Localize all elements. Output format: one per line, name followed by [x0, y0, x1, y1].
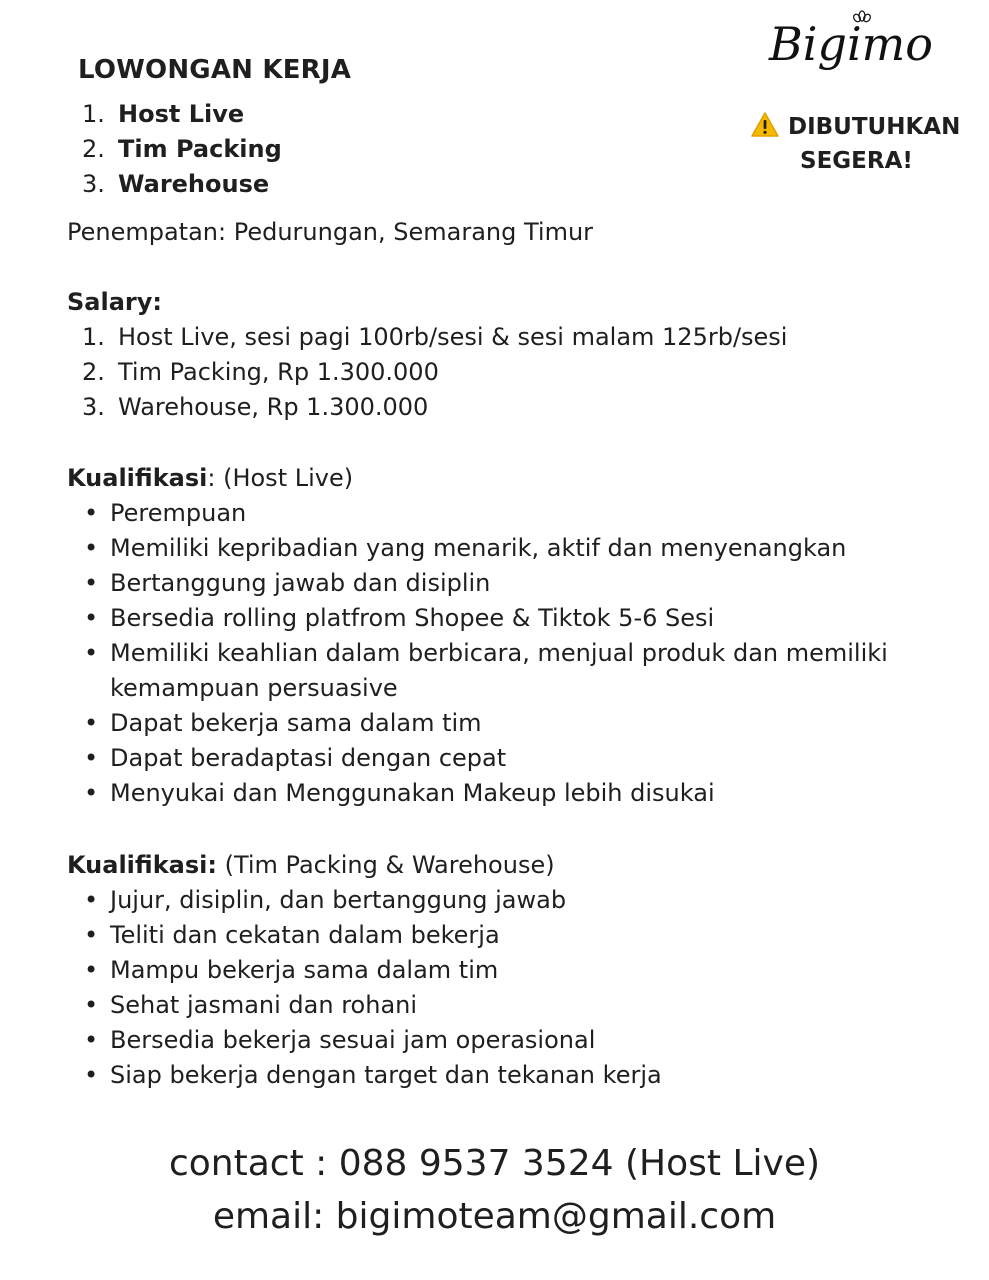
placement-text: Penempatan: Pedurungan, Semarang Timur — [67, 218, 594, 246]
job-warehouse: Warehouse — [118, 170, 270, 198]
team-qualification-heading: Kualifikasi: (Tim Packing & Warehouse) — [67, 851, 555, 879]
list-item: • Menyukai dan Menggunakan Makeup lebih disukai — [84, 779, 715, 807]
list-item: • Memiliki kepribadian yang menarik, aktif dan menyenangkan — [84, 534, 847, 562]
urgent-line-2: SEGERA! — [800, 148, 913, 174]
host-qualification-heading: Kualifikasi: (Host Live) — [67, 464, 354, 492]
contact-email: email: bigimoteam@gmail.com — [212, 1196, 777, 1237]
urgent-line-1: DIBUTUHKAN — [788, 114, 961, 140]
job-tim-packing: Tim Packing — [118, 135, 282, 163]
list-item: • Bertanggung jawab dan disiplin — [84, 569, 491, 597]
page-title: LOWONGAN KERJA — [78, 55, 352, 85]
urgent-notice — [750, 110, 960, 178]
list-item: • Dapat beradaptasi dengan cepat — [84, 744, 507, 772]
job-host-live: Host Live — [118, 100, 245, 128]
warning-icon — [750, 111, 780, 138]
host-qualification-list — [84, 496, 944, 811]
list-item: • Bersedia rolling platfrom Shopee & Tiktok 5-6 Sesi — [84, 604, 715, 632]
list-item: • Dapat bekerja sama dalam tim — [84, 709, 482, 737]
list-item: • Perempuan — [84, 499, 247, 527]
svg-text:Bigimo: Bigimo — [769, 17, 933, 71]
salary-heading: Salary: — [67, 288, 162, 316]
bigimo-logo — [763, 4, 953, 84]
list-item: • Memiliki keahlian dalam berbicara, menjual produk dan memiliki kemampuan persuasive — [84, 639, 888, 702]
contact-phone: contact : 088 9537 3524 (Host Live) — [168, 1143, 821, 1184]
